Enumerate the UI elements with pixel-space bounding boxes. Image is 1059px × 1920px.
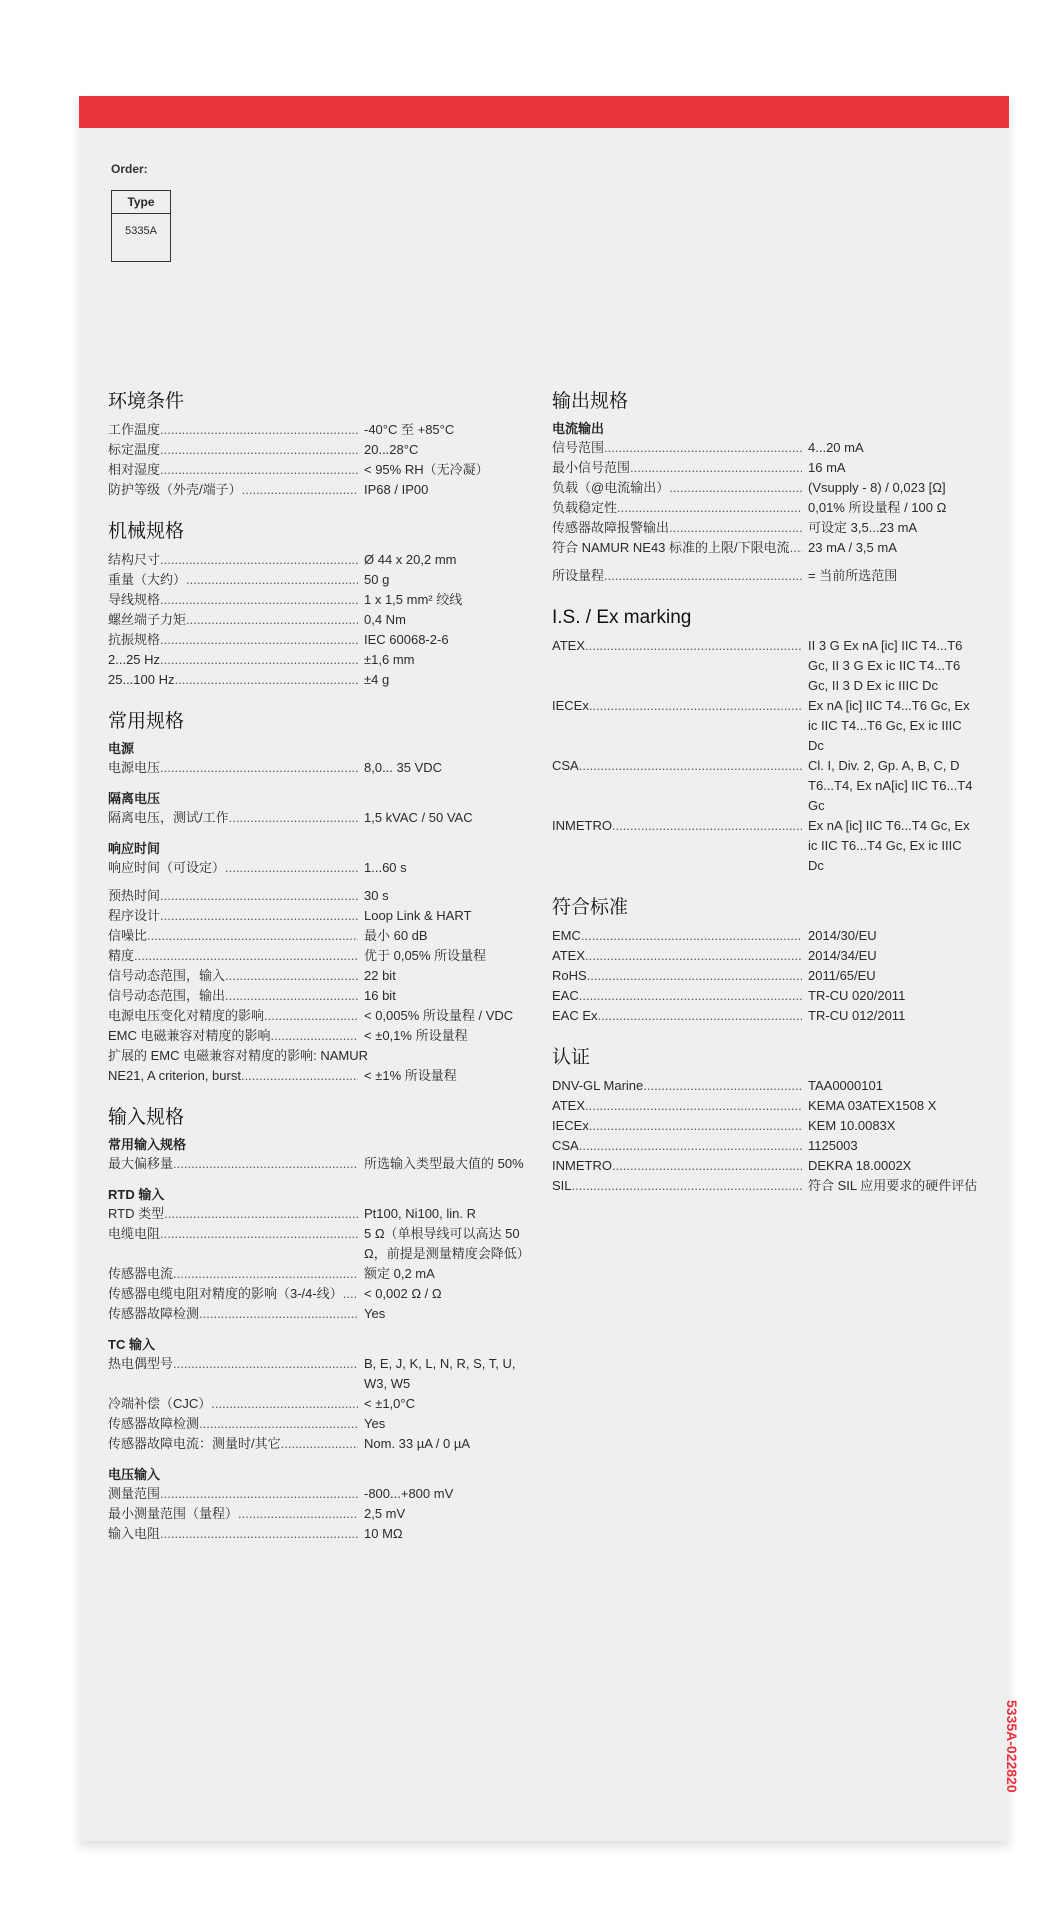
spec-label: EMC [552, 928, 581, 943]
spec-row [552, 636, 972, 696]
spec-row [552, 1096, 972, 1116]
subtitle-voltage: 电压输入 [108, 1467, 161, 1482]
spec-label: 隔离电压，测试/工作 [108, 810, 229, 825]
spec-value: 2014/34/EU [808, 948, 877, 963]
spec-label: 信号范围 [552, 440, 605, 455]
spec-value: Cl. I, Div. 2, Gp. A, B, C, D T6...T4, Ex nA[ic] IIC T6...T4 Gc [808, 758, 973, 813]
spec-row [108, 1026, 528, 1046]
spec-value: 50 g [364, 572, 390, 587]
spec-value: < ±1,0°C [364, 1396, 415, 1411]
spec-value: 1...60 s [364, 860, 407, 875]
spec-value: 2,5 mV [364, 1506, 406, 1521]
gen-input-rows [108, 1154, 528, 1174]
spec-row [552, 458, 972, 478]
spec-row [108, 670, 528, 690]
spec-label: INMETRO [552, 1158, 612, 1173]
spec-row [552, 816, 972, 876]
spec-value: 符合 SIL 应用要求的硬件评估 [808, 1178, 978, 1193]
spec-value: Loop Link & HART [364, 908, 472, 923]
spec-label: 电源电压 [108, 760, 161, 775]
section-title-approvals: 认证 [552, 1047, 591, 1068]
spec-value: Ø 44 x 20,2 mm [364, 552, 457, 567]
spec-value: KEM 10.0083X [808, 1118, 896, 1133]
spec-value: 22 bit [364, 968, 396, 983]
spec-value: 10 MΩ [364, 1526, 403, 1541]
subtitle-tc: TC 输入 [108, 1337, 155, 1352]
spec-row [552, 696, 972, 756]
spec-value: KEMA 03ATEX1508 X [808, 1098, 937, 1113]
right-column [552, 384, 978, 1196]
section-title-common: 常用规格 [108, 711, 185, 732]
spec-label: 螺丝端子力矩 [108, 612, 187, 627]
spec-label: DNV-GL Marine [552, 1078, 644, 1093]
document-code: 5335A-022820 [1004, 1700, 1020, 1793]
spec-value: TR-CU 020/2011 [808, 988, 906, 1003]
spec-row [108, 808, 528, 828]
spec-value: 16 mA [808, 460, 846, 475]
spec-label: CSA [552, 1138, 579, 1153]
order-table-header: Type [112, 191, 170, 214]
spec-value: 额定 0,2 mA [364, 1266, 435, 1281]
spec-value: 优于 0,05% 所设量程 [364, 948, 487, 963]
spec-row [552, 438, 972, 458]
spec-label: INMETRO [552, 818, 612, 833]
spec-label: 工作温度 [108, 422, 161, 437]
output-rows [552, 438, 972, 558]
ext-emc-label: NE21, A criterion, burst [108, 1068, 241, 1083]
spec-label: 25...100 Hz [108, 672, 175, 687]
approvals-rows [552, 1076, 978, 1196]
spec-label: ATEX [552, 638, 585, 653]
spec-value: < 0,005% 所设量程 / VDC [364, 1008, 514, 1023]
spec-row [108, 610, 528, 630]
spec-value: ±4 g [364, 672, 390, 687]
spec-label: 热电偶型号 [108, 1356, 174, 1371]
spec-row [108, 886, 528, 906]
spec-row [108, 1504, 528, 1524]
spec-value: Ex nA [ic] IIC T6...T4 Gc, Ex ic IIC T6...T4 Gc, Ex ic IIIC Dc [808, 818, 970, 873]
spec-label: ATEX [552, 948, 585, 963]
spec-row [108, 420, 528, 440]
spec-label: 响应时间（可设定） [108, 860, 226, 875]
spec-row [108, 1264, 528, 1284]
spec-value: < 95% RH（无冷凝） [364, 462, 489, 477]
order-label: Order: [111, 162, 148, 176]
spec-label: 导线规格 [108, 592, 161, 607]
spec-label: CSA [552, 758, 579, 773]
mech-rows [108, 550, 528, 690]
ext-emc-row [108, 1066, 528, 1086]
spec-value: 2011/65/EU [808, 968, 876, 983]
spec-label: 预热时间 [108, 888, 161, 903]
spec-row [108, 926, 528, 946]
spec-label: 负载稳定性 [552, 500, 618, 515]
left-column [108, 384, 528, 1544]
spec-label: EMC 电磁兼容对精度的影响 [108, 1028, 271, 1043]
power-rows [108, 758, 528, 778]
spec-row [552, 1116, 972, 1136]
spec-value: 1 x 1,5 mm² 绞线 [364, 592, 463, 607]
spec-value: 8,0... 35 VDC [364, 760, 443, 775]
spec-value: B, E, J, K, L, N, R, S, T, U, W3, W5 [364, 1356, 516, 1391]
spec-row [108, 1484, 528, 1504]
spec-row [552, 926, 972, 946]
spec-row [108, 480, 528, 500]
spec-row [108, 1304, 528, 1324]
spec-row [552, 1176, 978, 1196]
output-note-label: 所设量程 [552, 568, 605, 583]
spec-label: IECEx [552, 698, 589, 713]
tc-rows [108, 1354, 528, 1454]
spec-value: Yes [364, 1416, 386, 1431]
spec-row [552, 478, 972, 498]
misc-rows [108, 886, 528, 1046]
spec-label: 最小测量范围（量程） [108, 1506, 239, 1521]
order-table [111, 190, 171, 262]
spec-label: 传感器电流 [108, 1266, 174, 1281]
spec-row [108, 1394, 528, 1414]
spec-label: 传感器故障检测 [108, 1416, 200, 1431]
spec-value: II 3 G Ex nA [ic] IIC T4...T6 Gc, II 3 G Ex ic IIC T4...T6 Gc, II 3 D Ex ic IIIC Dc [808, 638, 963, 693]
resp-rows [108, 858, 528, 878]
section-title-isex: I.S. / Ex marking [552, 607, 692, 628]
spec-row [552, 518, 972, 538]
spec-label: 防护等级（外壳/端子） [108, 482, 242, 497]
spec-row [108, 1006, 528, 1026]
spec-label: RTD 类型 [108, 1206, 165, 1221]
spec-label: 电缆电阻 [108, 1226, 161, 1241]
spec-row [552, 538, 972, 558]
spec-value: Yes [364, 1306, 386, 1321]
spec-label: EAC [552, 988, 579, 1003]
spec-value: 0,01% 所设量程 / 100 Ω [808, 500, 947, 515]
spec-row [108, 946, 528, 966]
spec-value: TR-CU 012/2011 [808, 1008, 906, 1023]
spec-row [108, 966, 528, 986]
spec-label: 重量（大约） [108, 572, 187, 587]
subtitle-general-input: 常用输入规格 [108, 1137, 187, 1152]
spec-label: 电源电压变化对精度的影响 [108, 1008, 265, 1023]
spec-label: 标定温度 [108, 442, 161, 457]
spec-value: 23 mA / 3,5 mA [808, 540, 897, 555]
subtitle-power: 电源 [108, 741, 135, 756]
spec-value: -40°C 至 +85°C [364, 422, 455, 437]
spec-row [552, 1136, 972, 1156]
spec-row [552, 946, 972, 966]
spec-row [108, 440, 528, 460]
spec-label: 精度 [108, 948, 135, 963]
spec-label: 相对湿度 [108, 462, 161, 477]
spec-value: 20...28°C [364, 442, 419, 457]
spec-value: 16 bit [364, 988, 396, 1003]
spec-row [108, 650, 528, 670]
spec-label: 信噪比 [108, 928, 148, 943]
spec-label: ATEX [552, 1098, 585, 1113]
spec-value: 5 Ω（单根导线可以高达 50 Ω，前提是测量精度会降低） [364, 1226, 530, 1261]
spec-label: 信号动态范围，输入 [108, 968, 226, 983]
spec-row [108, 1354, 528, 1394]
spec-label: 符合 NAMUR NE43 标准的上限/下限电流 [552, 540, 790, 555]
rtd-rows [108, 1204, 528, 1324]
ext-emc-value: < ±1% 所设量程 [364, 1068, 457, 1083]
spec-row [108, 460, 528, 480]
spec-row [552, 1156, 972, 1176]
spec-label: 测量范围 [108, 1486, 161, 1501]
spec-value: < ±0,1% 所设量程 [364, 1028, 468, 1043]
spec-row [108, 906, 528, 926]
spec-value: < 0,002 Ω / Ω [364, 1286, 442, 1301]
spec-value: 可设定 3,5...23 mA [808, 520, 918, 535]
spec-label: 程序设计 [108, 908, 161, 923]
spec-value: IEC 60068-2-6 [364, 632, 449, 647]
section-title-input: 输入规格 [108, 1107, 185, 1128]
iso-rows [108, 808, 528, 828]
spec-row [108, 550, 528, 570]
spec-row [108, 758, 528, 778]
output-note-row [552, 566, 972, 586]
isex-rows [552, 636, 972, 876]
spec-label: 最小信号范围 [552, 460, 631, 475]
spec-value: 4...20 mA [808, 440, 864, 455]
spec-label: 传感器故障电流：测量时/其它 [108, 1436, 281, 1451]
spec-value: 2014/30/EU [808, 928, 877, 943]
spec-value: IP68 / IP00 [364, 482, 429, 497]
spec-row [552, 1076, 972, 1096]
spec-value: 所选输入类型最大值的 50% [364, 1156, 524, 1171]
header-red-bar [79, 96, 1009, 128]
spec-value: DEKRA 18.0002X [808, 1158, 912, 1173]
spec-value: 30 s [364, 888, 389, 903]
spec-label: 输入电阻 [108, 1526, 161, 1541]
spec-row [108, 1434, 528, 1454]
spec-row [552, 1006, 972, 1026]
subtitle-isolation: 隔离电压 [108, 791, 161, 806]
spec-value: Pt100, Ni100, lin. R [364, 1206, 477, 1221]
spec-label: IECEx [552, 1118, 589, 1133]
spec-label: 传感器故障报警输出 [552, 520, 670, 535]
spec-value: ±1,6 mm [364, 652, 415, 667]
spec-value: 1125003 [808, 1138, 858, 1153]
spec-row [108, 1154, 528, 1174]
spec-row [108, 986, 528, 1006]
section-title-mech: 机械规格 [108, 521, 185, 542]
spec-label: RoHS [552, 968, 587, 983]
spec-label: 信号动态范围，输出 [108, 988, 226, 1003]
section-title-env: 环境条件 [108, 391, 185, 412]
spec-label: 传感器故障检测 [108, 1306, 200, 1321]
spec-row [108, 590, 528, 610]
subtitle-response: 响应时间 [108, 841, 161, 856]
spec-label: SIL [552, 1178, 572, 1193]
spec-label: 最大偏移量 [108, 1156, 174, 1171]
spec-row [552, 756, 972, 816]
spec-row [108, 1224, 528, 1264]
spec-row [552, 966, 972, 986]
spec-label: 传感器电缆电阻对精度的影响（3-/4-线） [108, 1286, 343, 1301]
spec-row [552, 498, 972, 518]
standards-rows [552, 926, 972, 1026]
spec-value: TAA0000101 [808, 1078, 883, 1093]
spec-row [108, 1284, 528, 1304]
section-title-standards: 符合标准 [552, 897, 629, 918]
spec-label: 冷端补偿（CJC） [108, 1396, 212, 1411]
spec-row [108, 570, 528, 590]
spec-row [108, 858, 528, 878]
spec-row [108, 1524, 528, 1544]
ext-emc-line1: 扩展的 EMC 电磁兼容对精度的影响: NAMUR [108, 1048, 369, 1063]
spec-label: 负载（@电流输出） [552, 480, 670, 495]
spec-value: -800...+800 mV [364, 1486, 454, 1501]
spec-value: Ex nA [ic] IIC T4...T6 Gc, Ex ic IIC T4...T6 Gc, Ex ic IIIC Dc [808, 698, 970, 753]
env-rows [108, 420, 528, 500]
spec-value: Nom. 33 µA / 0 µA [364, 1436, 471, 1451]
spec-row [552, 986, 972, 1006]
spec-value: 0,4 Nm [364, 612, 406, 627]
spec-row [108, 1414, 528, 1434]
volt-rows [108, 1484, 528, 1544]
spec-value: (Vsupply - 8) / 0,023 [Ω] [808, 480, 946, 495]
spec-row [108, 630, 528, 650]
spec-label: 结构尺寸 [108, 552, 161, 567]
order-table-value: 5335A [125, 225, 157, 237]
spec-label: 2...25 Hz [108, 652, 161, 667]
subtitle-rtd: RTD 输入 [108, 1187, 165, 1202]
section-title-output: 输出规格 [552, 391, 629, 412]
spec-label: EAC Ex [552, 1008, 598, 1023]
subtitle-current-output: 电流输出 [552, 421, 605, 436]
output-note-value: = 当前所选范围 [808, 568, 898, 583]
spec-value: 最小 60 dB [364, 928, 428, 943]
spec-label: 抗振规格 [108, 632, 161, 647]
spec-value: 1,5 kVAC / 50 VAC [364, 810, 473, 825]
spec-row [108, 1204, 528, 1224]
